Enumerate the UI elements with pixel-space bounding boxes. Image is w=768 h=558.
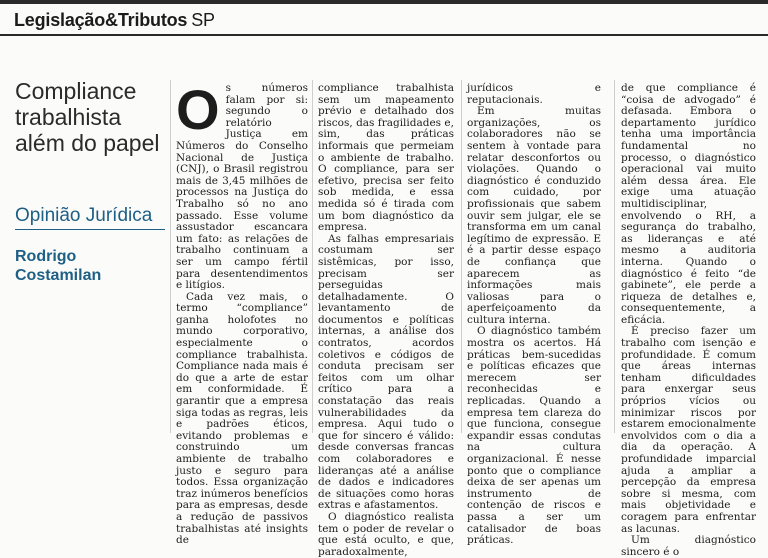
column-divider xyxy=(461,80,462,433)
paragraph-text: s números falam por si: segundo o relatório Justiça em Números do Conselho Nacional de Justiça (CNJ), o Brasil registrou mais de 3,45 milhões de processos na Justiça do Trabalho só no ano passado. Esse volume assustador escancara um fato: as relações de trabalho continuam a ser um campo fértil para desentendimentos e litígios. xyxy=(176,82,308,292)
paragraph: Em muitas organizações, os colaboradores não se sentem à vontade para relatar desconfortos ou violações. Quando o diagnóstico é conduzido com cuidado, por profissionais que sabem ouvir sem julgar, ele se transforma em um canal legítimo de expressão. E é a partir desse espaço de confiança que aparecem as informações mais valiosas para o aperfeiçoamento da cultura interna. xyxy=(467,105,601,326)
column-divider xyxy=(170,80,171,433)
paragraph: Cada vez mais, o termo “compliance” ganha holofotes no mundo corporativo, especialmente o compliance trabalhista. Compliance nada mais é do que a arte de estar em conformidade. É garantir que a empresa siga todas as regras, leis e padrões éticos, evitando problemas e construindo um ambiente de trabalho justo e seguro para todos. Essa organização traz inúmeros benefícios para as empresas, desde a redução de passivos trabalhistas até insights de xyxy=(176,290,308,547)
article-column-1 xyxy=(176,78,308,547)
article-column-3 xyxy=(467,82,601,547)
article-author: Rodrigo Costamilan xyxy=(15,248,102,284)
paragraph: O diagnóstico realista tem o poder de revelar o que está oculto, e que, paradoxalmente, xyxy=(318,510,454,558)
paragraph: É preciso fazer um trabalho com isenção e profundidade. É comum que áreas internas tenham dificuldades para enxergar seus próprios vícios ou minimizar riscos por estarem emocionalmente envolvidos com o dia a dia da operação. A profundidade imparcial ajuda a ampliar a percepção da empresa sobre si mesma, com mais objetividade e coragem para enfrentar as lacunas. xyxy=(621,325,756,535)
page-header xyxy=(0,4,768,36)
article-category: Opinião Jurídica xyxy=(15,205,165,230)
column-divider xyxy=(312,80,313,433)
section-region: SP xyxy=(191,10,215,30)
paragraph xyxy=(176,78,308,292)
section-name: Legislação&Tributos xyxy=(14,10,188,30)
paragraph: Um diagnóstico sincero é o xyxy=(621,534,756,558)
paragraph: compliance trabalhista sem um mapeamento prévio e detalhado dos riscos, das fragilidades e, sim, das práticas informais que permeiam o ambiente de trabalho. O compliance, para ser efetivo, precisa ser feito sob medida, e essa medida só é tirada com um bom diagnóstico da empresa. xyxy=(318,82,454,234)
article-column-2 xyxy=(318,82,454,558)
paragraph: jurídicos e reputacionais. xyxy=(467,82,601,106)
section-title xyxy=(14,10,215,31)
paragraph: O diagnóstico também mostra os acertos. Há práticas bem-sucedidas e políticas eficazes que merecem ser reconhecidas e replicadas. Quando a empresa tem clareza do que funciona, consegue expandir essas condutas na cultura organizacional. É nesse ponto que o compliance deixa de ser apenas um instrumento de contenção de riscos e passa a ser um catalisador de boas práticas. xyxy=(467,325,601,547)
paragraph: de que compliance é “coisa de advogado” é defasada. Embora o departamento jurídico tenha uma importância fundamental no processo, o diagnóstico operacional vai muito além dessa área. Ele exige uma atuação multidisciplinar, envolvendo o RH, a segurança do trabalho, as lideranças e até mesmo a auditoria interna. Quando o diagnóstico é feito “de gabinete”, ele perde a riqueza de detalhes e, consequentemente, a eficácia. xyxy=(621,82,756,326)
article-headline: Compliance trabalhista além do papel xyxy=(15,78,160,156)
paragraph: As falhas empresariais costumam ser sistêmicas, por isso, precisam ser perseguidas detalhadamente. O levantamento de documentos e políticas internas, a análise dos contratos, acordos coletivos e códigos de conduta precisam ser feitos com um olhar crítico para a constatação das reais vulnerabilidades da empresa. Aqui tudo o que for sincero é válido: desde conversas francas com colaboradores e lideranças até a análise de dados e indicadores de situações como horas extras e afastamentos. xyxy=(318,232,454,512)
drop-cap: O xyxy=(176,78,220,141)
column-divider xyxy=(614,80,615,433)
article-column-4 xyxy=(621,82,756,558)
